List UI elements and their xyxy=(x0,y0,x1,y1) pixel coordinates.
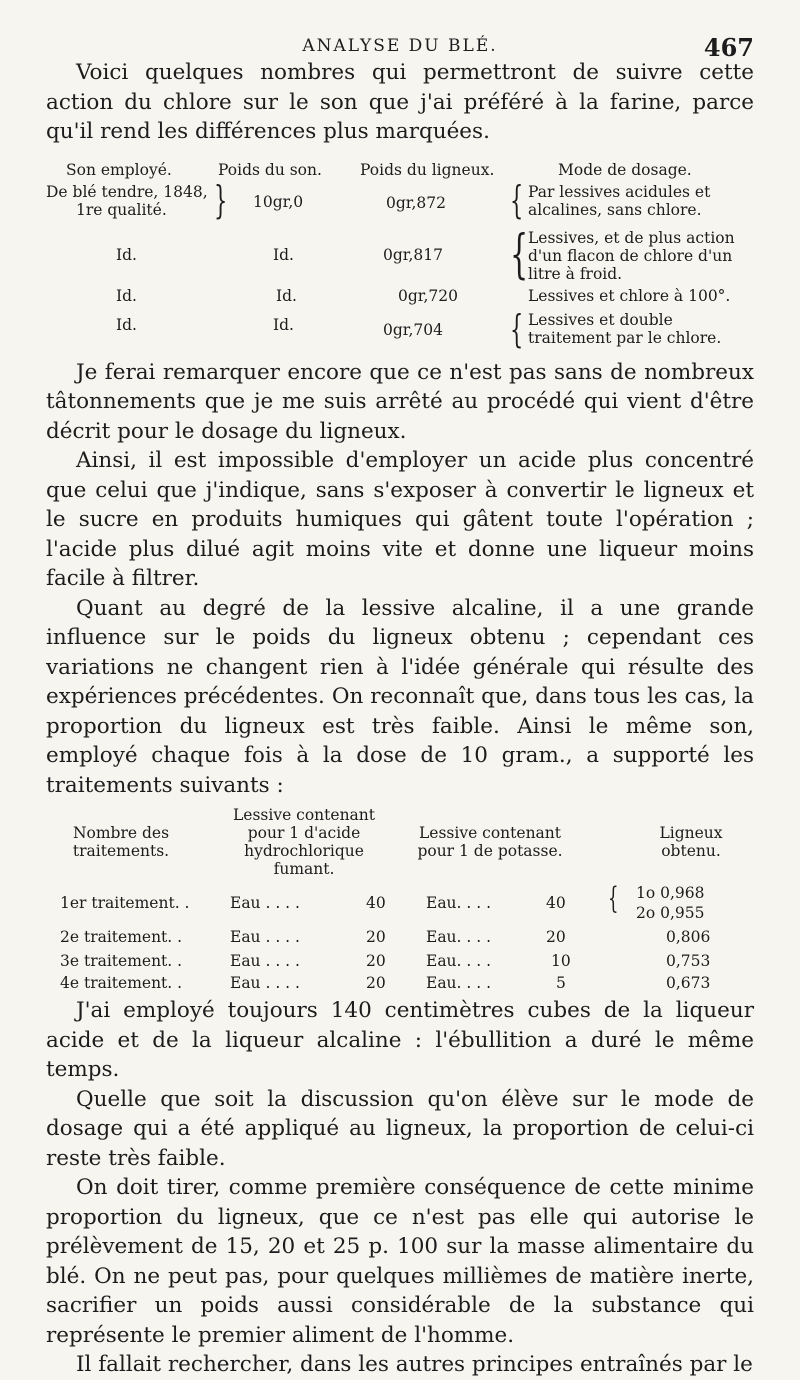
col-header-son: Son employé. xyxy=(66,160,172,179)
paragraph: Ainsi, il est impossible d'employer un acide plus concentré que celui que j'indique, sans s'exposer à convertir le ligneux et le sucre en produits humiques qui gâtent toute l'opération ; l'acide plus dilué agit moins vite et donne une liqueur moins facile à filtrer. xyxy=(46,448,754,591)
acide-label: Eau . . . . xyxy=(230,894,300,912)
ligneux-value: 1o 0,968 xyxy=(636,884,705,902)
paragraph: Je ferai remarquer encore que ce n'est pas sans de nombreux tâtonnements que je me suis arrêté au procédé qui vient d'être décrit pour le dosage du ligneux. xyxy=(46,359,754,444)
col-header-poids-ligneux: Poids du ligneux. xyxy=(360,160,495,179)
son-cell: Id. xyxy=(116,315,137,334)
treatment-label: 3e traitement. . xyxy=(60,952,183,970)
col-header-poids-son: Poids du son. xyxy=(218,160,322,179)
son-table xyxy=(46,161,754,358)
table-row xyxy=(46,952,754,976)
acide-value: 40 xyxy=(366,894,386,912)
treatment-table xyxy=(46,806,754,996)
mode-cell: Lessives et chlore à 100°. xyxy=(528,286,731,305)
son-cell: Id. xyxy=(116,245,137,264)
acide-label: Eau . . . . xyxy=(230,928,300,946)
table-row xyxy=(46,974,754,998)
potasse-value: 10 xyxy=(551,952,571,970)
acide-label: Eau . . . . xyxy=(230,952,300,970)
col-header-mode: Mode de dosage. xyxy=(558,160,692,179)
page-number: 467 xyxy=(703,33,754,62)
poids-ligneux-cell: 0gr,720 xyxy=(398,286,459,305)
ligneux-value: 0,753 xyxy=(666,952,711,970)
col-header-potasse: Lessive contenant pour 1 de potasse. xyxy=(417,824,563,860)
treatment-label: 1er traitement. . xyxy=(60,894,190,912)
acide-value: 20 xyxy=(366,928,386,946)
potasse-value: 20 xyxy=(546,928,566,946)
paragraph: On doit tirer, comme première conséquence de cette minime proportion du ligneux, que ce n'est pas elle qui autorise le prélèvement de 15, 20 et 25 p. 100 sur la masse alimentaire du blé. On ne peut pas, pour quelques millièmes de matière inerte, sacrifier un poids aussi considérable de la substance qui représente le premier aliment de l'homme. xyxy=(46,1175,754,1348)
table-row xyxy=(46,928,754,952)
treatment-label: 2e traitement. . xyxy=(60,928,183,946)
son-cell-line2: 1re qualité. xyxy=(76,200,167,219)
table-row xyxy=(46,881,754,922)
poids-son-cell: 10gr,0 xyxy=(253,192,304,211)
paragraph: Il fallait rechercher, dans les autres principes entraînés par le xyxy=(76,1352,753,1377)
mode-cell: Par lessives acidules et alcalines, sans chlore. xyxy=(528,182,711,219)
col-header-ligneux: Ligneux obtenu. xyxy=(659,824,723,860)
running-title: ANALYSE DU BLÉ. xyxy=(302,36,498,56)
poids-son-cell: Id. xyxy=(273,315,294,334)
poids-ligneux-cell: 0gr,704 xyxy=(383,320,444,339)
brace-left: { xyxy=(510,177,524,222)
paragraph: Quelle que soit la discussion qu'on élève sur le mode de dosage qui a été appliqué au ligneux, la proportion de celui-ci reste très faible. xyxy=(46,1086,754,1171)
col-header-nombre: Nombre des traitements. xyxy=(72,824,170,860)
potasse-label: Eau. . . . xyxy=(426,952,492,970)
acide-label: Eau . . . . xyxy=(230,974,300,992)
poids-ligneux-cell: 0gr,817 xyxy=(383,245,444,264)
brace-right: } xyxy=(214,177,228,222)
son-cell: Id. xyxy=(116,286,137,305)
potasse-value: 40 xyxy=(546,894,566,912)
paragraph: J'ai employé toujours 140 centimètres cubes de la liqueur acide et de la liqueur alcaline : l'ébullition a duré le même temps. xyxy=(46,998,754,1082)
brace-left: { xyxy=(510,224,529,285)
potasse-label: Eau. . . . xyxy=(426,928,492,946)
acide-value: 20 xyxy=(366,974,386,992)
treatment-label: 4e traitement. . xyxy=(60,974,183,992)
paragraph-intro: Voici quelques nombres qui permettront de suivre cette action du chlore sur le son que j'ai préféré à la farine, parce qu'il rend les différences plus marquées. xyxy=(46,60,754,144)
brace-left: { xyxy=(510,306,524,351)
mode-cell: Lessives et double traitement par le chlore. xyxy=(528,310,722,347)
son-cell-line1: De blé tendre, 1848, xyxy=(46,182,208,201)
paragraph: Quant au degré de la lessive alcaline, il a une grande influence sur le poids du ligneux obtenu ; cependant ces variations ne changent rien à l'idée générale qui résulte des expériences précédentes. On reconnaît que, dans tous les cas, la proportion du ligneux est très faible. Ainsi le même son, employé chaque fois à la dose de 10 gram., a supporté les traitements suivants : xyxy=(46,595,754,798)
poids-ligneux-cell: 0gr,872 xyxy=(386,193,447,212)
potasse-label: Eau. . . . xyxy=(426,974,492,992)
poids-son-cell: Id. xyxy=(276,286,297,305)
potasse-label: Eau. . . . xyxy=(426,894,492,912)
col-header-acide: Lessive contenant pour 1 d'acide hydrochlorique fumant. xyxy=(232,806,376,878)
potasse-value: 5 xyxy=(556,974,566,992)
ligneux-value: 2o 0,955 xyxy=(636,904,705,922)
brace-left: { xyxy=(608,881,619,916)
mode-cell: Lessives, et de plus action d'un flacon de chlore d'un litre à froid. xyxy=(528,228,735,283)
ligneux-value: 0,673 xyxy=(666,974,711,992)
acide-value: 20 xyxy=(366,952,386,970)
ligneux-value: 0,806 xyxy=(666,928,711,946)
running-head xyxy=(46,0,754,62)
book-page xyxy=(46,0,754,1380)
poids-son-cell: Id. xyxy=(273,245,294,264)
